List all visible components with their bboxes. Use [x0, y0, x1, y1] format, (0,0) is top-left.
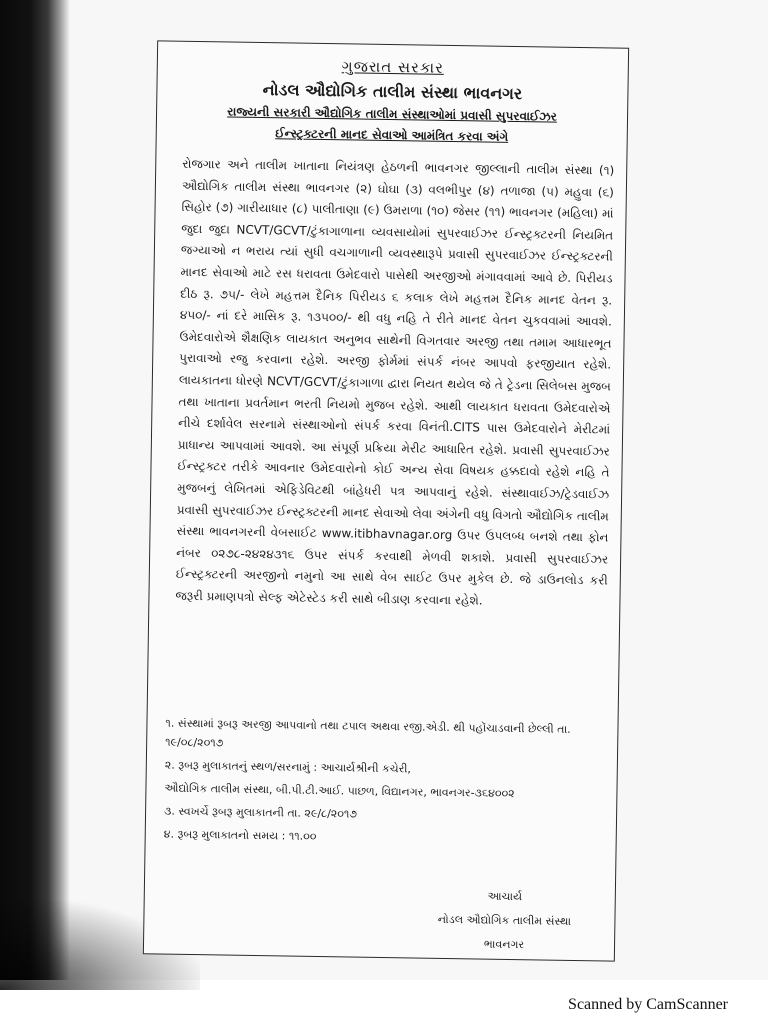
scanner-watermark: Scanned by CamScanner — [568, 996, 728, 1013]
notice-body — [175, 154, 614, 614]
scan-shadow-left — [0, 0, 70, 980]
signature-city: ભાવનગર — [483, 937, 525, 952]
notice-points — [164, 714, 606, 855]
signature-block — [414, 884, 595, 959]
point-1: ૧. સંસ્થામાં રૂબરૂ અરજી આપવાનો તથા ટપાલ અથવા રજી.એડી. થી પહોંચાડવાની છેલ્લી તા. ૧૯/૦૮/૨૦૧૭ — [165, 716, 571, 750]
subject-line-2: ઈન્સ્ટ્રક્ટરની માનદ સેવાઓ આમંત્રિત કરવા અંગે — [275, 126, 509, 144]
notice-header — [157, 41, 628, 147]
subject-line-1: રાજ્યની સરકારી ઔદ્યોગિક તાલીમ સંસ્થાઓમાં પ્રવાસી સુપરવાઈઝર — [227, 104, 558, 124]
body-paragraph: રોજગાર અને તાલીમ ખાતાના નિયંત્રણ હેઠળની ભાવનગર જીલ્લાની તાલીમ સંસ્થા (૧) ઔદ્યોગિક તાલીમ સંસ્થા ભાવનગર (૨) ઘોઘા (૩) વલભીપુર (૪) તળાજા (૫) મહુવા (૬) સિહોર (૭) ગારીયાધાર (૮) પાલીતાણા (૯) ઉમરાળા (૧૦) જેસર (૧૧) ભાવનગર (મહિલા) માં જુદા જુદા NCVT/GCVT/ટુંકાગાળાના વ્યવસાયોમાં સુપરવાઈઝર ઈન્સ્ટ્રક્ટરની નિયમિત જગ્યાઓ ન ભરાય ત્યાં સુધી વચગાળાની વ્યવસ્થારૂપે પ્રવાસી સુપરવાઈઝર ઈન્સ્ટ્રક્ટરની માનદ સેવાઓ માટે રસ ધરાવતા ઉમેદવારો પાસેથી અરજીઓ મંગાવવામાં આવે છે. પિરીયડ દીઠ રૂ. ૭૫/- લેખે મહત્તમ દૈનિક પિરીયડ ૬ કલાક લેખે મહત્તમ દૈનિક માનદ વેતન રૂ. ૪૫૦/- નાં દરે માસિક રૂ. ૧૩૫૦૦/- થી વધુ નહિ તે રીતે માનદ વેતન ચુકવવામાં આવશે. ઉમેદવારોએ શૈક્ષણિક લાયકાત અનુભવ સાથેની વિગતવાર અરજી તથા તમામ આધારભૂત પુરાવાઓ રજુ કરવાના રહેશે. અરજી ફોર્મમાં સંપર્ક નંબર આપવો ફરજીયાત રહેશે. લાયકાતના ધોરણે NCVT/GCVT/ટુંકાગાળા દ્વારા નિયત થયેલ જે તે ટ્રેડના સિલેબસ મુજબ તથા ખાતાના પ્રવર્તમાન ભરતી નિયમો મુજબ રહેશે. આથી લાયકાત ધરાવતા ઉમેદવારોએ નીચે દર્શાવેલ સરનામે સંસ્થાઓનો સંપર્ક કરવા વિનંતી.CITS પાસ ઉમેદવારોને મેરીટમાં પ્રાધાન્ય આપવામાં આવશે. આ સંપૂર્ણ પ્રક્રિયા મેરીટ આધારિત રહેશે. પ્રવાસી સુપરવાઈઝર ઈન્સ્ટ્રક્ટર તરીકે આવનાર ઉમેદવારોનો કોઈ અન્ય સેવા વિષયક હક્કદાવો રહેશે નહિ તે મુજબનું લેખિતમાં એફિડેવિટથી બાંહેધરી પત્ર આપવાનું રહેશે. સંસ્થાવાઈઝ/ટ્રેડવાઈઝ પ્રવાસી સુપરવાઈઝર ઈન્સ્ટ્રક્ટરની માનદ સેવાઓ લેવા અંગેની વધુ વિગતો ઔદ્યોગિક તાલીમ સંસ્થા ભાવનગરની વેબસાઈટ www.itibhavnagar.org ઉપર ઉપલબ્ધ બનશે તથા ફોન નંબર ૦૨૭૮-૨૪૨૪૩૧૬ ઉપર સંપર્ક કરવાથી મેળવી શકાશે. પ્રવાસી સુપરવાઈઝર ઈન્સ્ટ્રક્ટરની અરજીનો નમુનો આ સાથે વેબ સાઈટ ઉપર મુકેલ છે. જે ડાઉનલોડ કરી જરૂરી પ્રમાણપત્રો સેલ્ફ એટેસ્ટેડ કરી સાથે બીડાણ કરવાના રહેશે. — [175, 156, 615, 608]
institute-heading: નોડલ ઔદ્યોગિક તાલીમ સંસ્થા ભાવનગર — [262, 80, 523, 104]
signature-institute: નોડલ ઔદ્યોગિક તાલીમ સંસ્થા — [437, 912, 572, 928]
signature-title: આચાર્ય — [487, 889, 523, 904]
government-heading: ગુજરાત સરકાર — [341, 57, 445, 77]
point-2-line-1: ૨. રૂબરૂ મુલાકાતનું સ્થળ/સરનામું : આચાર્યશ્રીની કચેરી, — [164, 758, 412, 776]
point-4: ૪. રૂબરૂ મુલાકાતનો સમય : ૧૧.૦૦ — [163, 827, 317, 843]
point-2-line-2: ઔદ્યોગિક તાલીમ સંસ્થા, બી.પી.ટી.આઈ. પાછળ, વિદ્યાનગર, ભાવનગર-૩૬૪૦૦૨ — [164, 781, 515, 801]
point-3: ૩. સ્વખર્ચે રૂબરૂ મુલાકાતની તા. ૨૯/૮/૨૦૧૭ — [164, 804, 358, 821]
notice-box — [143, 40, 629, 961]
